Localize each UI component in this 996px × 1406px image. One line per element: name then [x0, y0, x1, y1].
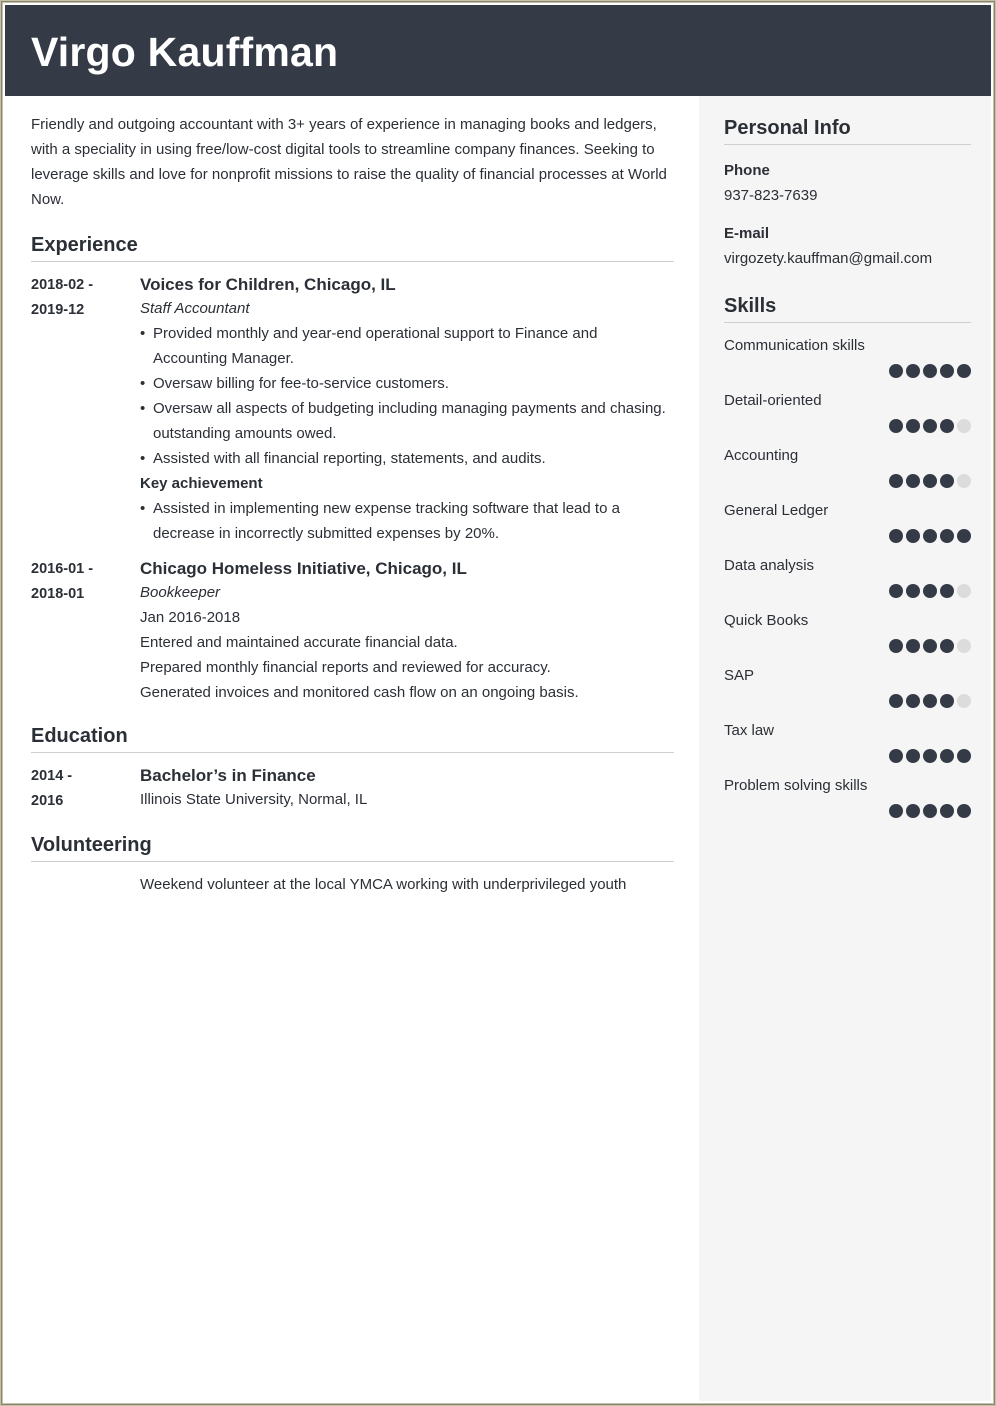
rating-dot-filled: [889, 584, 903, 598]
experience-entry: [31, 273, 674, 546]
sidebar-content: [724, 115, 971, 818]
skill-item: [724, 663, 971, 708]
rating-dot-filled: [906, 529, 920, 543]
entry-dates: [31, 273, 140, 546]
skill-rating: [724, 694, 971, 708]
skill-item: [724, 608, 971, 653]
rating-dot-filled: [889, 694, 903, 708]
skill-name: Detail-oriented: [724, 392, 822, 409]
degree-name: Bachelor’s in Finance: [140, 766, 316, 785]
rating-dot-filled: [940, 804, 954, 818]
skill-rating: [724, 474, 971, 488]
rating-dot-empty: [957, 419, 971, 433]
rating-dot-filled: [906, 474, 920, 488]
skill-rating: [724, 529, 971, 543]
key-achievement-label: Key achievement: [140, 475, 263, 492]
entry-dates: [31, 764, 140, 814]
rating-dot-filled: [923, 529, 937, 543]
rating-dot-filled: [906, 419, 920, 433]
rating-dot-filled: [940, 474, 954, 488]
entry-body: [140, 273, 674, 546]
skills-list: [724, 333, 971, 818]
responsibility-list: [140, 321, 674, 471]
skill-item: [724, 388, 971, 433]
entry-line: Generated invoices and monitored cash flow on an ongoing basis.: [140, 684, 579, 701]
rating-dot-filled: [923, 694, 937, 708]
date-end: 2018-01: [31, 586, 85, 602]
skill-name: Quick Books: [724, 612, 809, 629]
rating-dot-filled: [889, 749, 903, 763]
rating-dot-filled: [889, 419, 903, 433]
rating-dot-filled: [923, 364, 937, 378]
skill-rating: [724, 749, 971, 763]
skill-name: Data analysis: [724, 557, 815, 574]
date-end: 2016: [31, 793, 64, 809]
rating-dot-filled: [940, 364, 954, 378]
date-end: 2019-12: [31, 302, 85, 318]
rating-dot-filled: [906, 804, 920, 818]
volunteering-heading: Volunteering: [31, 832, 674, 862]
main-column: [31, 112, 674, 897]
sidebar: [699, 96, 991, 1401]
skill-item: [724, 443, 971, 488]
experience-heading: Experience: [31, 232, 674, 262]
employer-name: Chicago Homeless Initiative, Chicago, IL: [140, 559, 467, 578]
skill-item: [724, 333, 971, 378]
job-title: Bookkeeper: [140, 584, 221, 601]
rating-dot-empty: [957, 694, 971, 708]
rating-dot-empty: [957, 584, 971, 598]
rating-dot-empty: [957, 474, 971, 488]
skills-heading: Skills: [724, 293, 971, 323]
date-start: 2016-01 -: [31, 561, 94, 577]
list-item: • Assisted with all financial reporting, statements, and audits.: [140, 446, 674, 471]
rating-dot-filled: [940, 749, 954, 763]
rating-dot-filled: [923, 584, 937, 598]
rating-dot-filled: [923, 419, 937, 433]
rating-dot-filled: [906, 694, 920, 708]
achievement-list: [140, 496, 674, 546]
entry-line: Entered and maintained accurate financial data.: [140, 634, 458, 651]
rating-dot-filled: [957, 364, 971, 378]
rating-dot-filled: [889, 474, 903, 488]
skill-item: [724, 498, 971, 543]
rating-dot-filled: [940, 694, 954, 708]
rating-dot-filled: [957, 749, 971, 763]
list-item: • Oversaw billing for fee-to-service customers.: [140, 371, 674, 396]
volunteering-text: Weekend volunteer at the local YMCA working with underprivileged youth: [140, 876, 627, 893]
skill-name: Tax law: [724, 722, 775, 739]
rating-dot-filled: [940, 584, 954, 598]
rating-dot-filled: [889, 364, 903, 378]
job-title: Staff Accountant: [140, 300, 250, 317]
education-entry: [31, 764, 674, 814]
rating-dot-filled: [889, 639, 903, 653]
candidate-name: Virgo Kauffman: [31, 29, 339, 75]
list-item: • Oversaw all aspects of budgeting including managing payments and chasing. outstanding amounts owed.: [140, 396, 674, 446]
date-start: 2018-02 -: [31, 277, 94, 293]
skill-rating: [724, 639, 971, 653]
resume-header: [5, 5, 991, 96]
education-heading: Education: [31, 723, 674, 753]
date-start: 2014 -: [31, 768, 73, 784]
rating-dot-filled: [923, 474, 937, 488]
personal-info-heading: Personal Info: [724, 115, 971, 145]
entry-dates: [31, 557, 140, 705]
list-item: • Assisted in implementing new expense tracking software that lead to a decrease in incorrectly submitted expenses by 20%.: [140, 496, 674, 546]
rating-dot-filled: [906, 639, 920, 653]
skill-name: SAP: [724, 667, 755, 684]
phone-value: 937-823-7639: [724, 187, 818, 204]
skill-name: Accounting: [724, 447, 799, 464]
phone-label: Phone: [724, 162, 770, 179]
rating-dot-filled: [940, 419, 954, 433]
rating-dot-filled: [923, 749, 937, 763]
rating-dot-filled: [906, 364, 920, 378]
rating-dot-filled: [940, 639, 954, 653]
rating-dot-empty: [957, 639, 971, 653]
skill-item: [724, 773, 971, 818]
summary-paragraph: Friendly and outgoing accountant with 3+ years of experience in managing books and ledgers, with a speciality in using free/low-cost digital tools to streamline company finances. Seeking to leverage skills and love for nonprofit missions to raise the quality of financial processes at World Now.: [31, 116, 667, 208]
entry-line: Jan 2016-2018: [140, 609, 241, 626]
employer-name: Voices for Children, Chicago, IL: [140, 275, 396, 294]
rating-dot-filled: [957, 529, 971, 543]
skill-item: [724, 718, 971, 763]
list-item: • Provided monthly and year-end operational support to Finance and Accounting Manager.: [140, 321, 674, 371]
skill-rating: [724, 804, 971, 818]
school-name: Illinois State University, Normal, IL: [140, 791, 368, 808]
email-value: virgozety.kauffman@gmail.com: [724, 250, 933, 267]
rating-dot-filled: [940, 529, 954, 543]
skill-name: General Ledger: [724, 502, 829, 519]
skill-name: Communication skills: [724, 337, 865, 354]
rating-dot-filled: [889, 529, 903, 543]
rating-dot-filled: [906, 584, 920, 598]
rating-dot-filled: [923, 639, 937, 653]
skill-item: [724, 553, 971, 598]
entry-body: [140, 557, 674, 705]
rating-dot-filled: [889, 804, 903, 818]
rating-dot-filled: [923, 804, 937, 818]
skill-name: Problem solving skills: [724, 777, 868, 794]
entry-body: [140, 764, 674, 814]
rating-dot-filled: [906, 749, 920, 763]
experience-entry: [31, 557, 674, 705]
skill-rating: [724, 419, 971, 433]
rating-dot-filled: [957, 804, 971, 818]
skill-rating: [724, 584, 971, 598]
email-label: E-mail: [724, 225, 770, 242]
entry-line: Prepared monthly financial reports and reviewed for accuracy.: [140, 659, 551, 676]
skill-rating: [724, 364, 971, 378]
